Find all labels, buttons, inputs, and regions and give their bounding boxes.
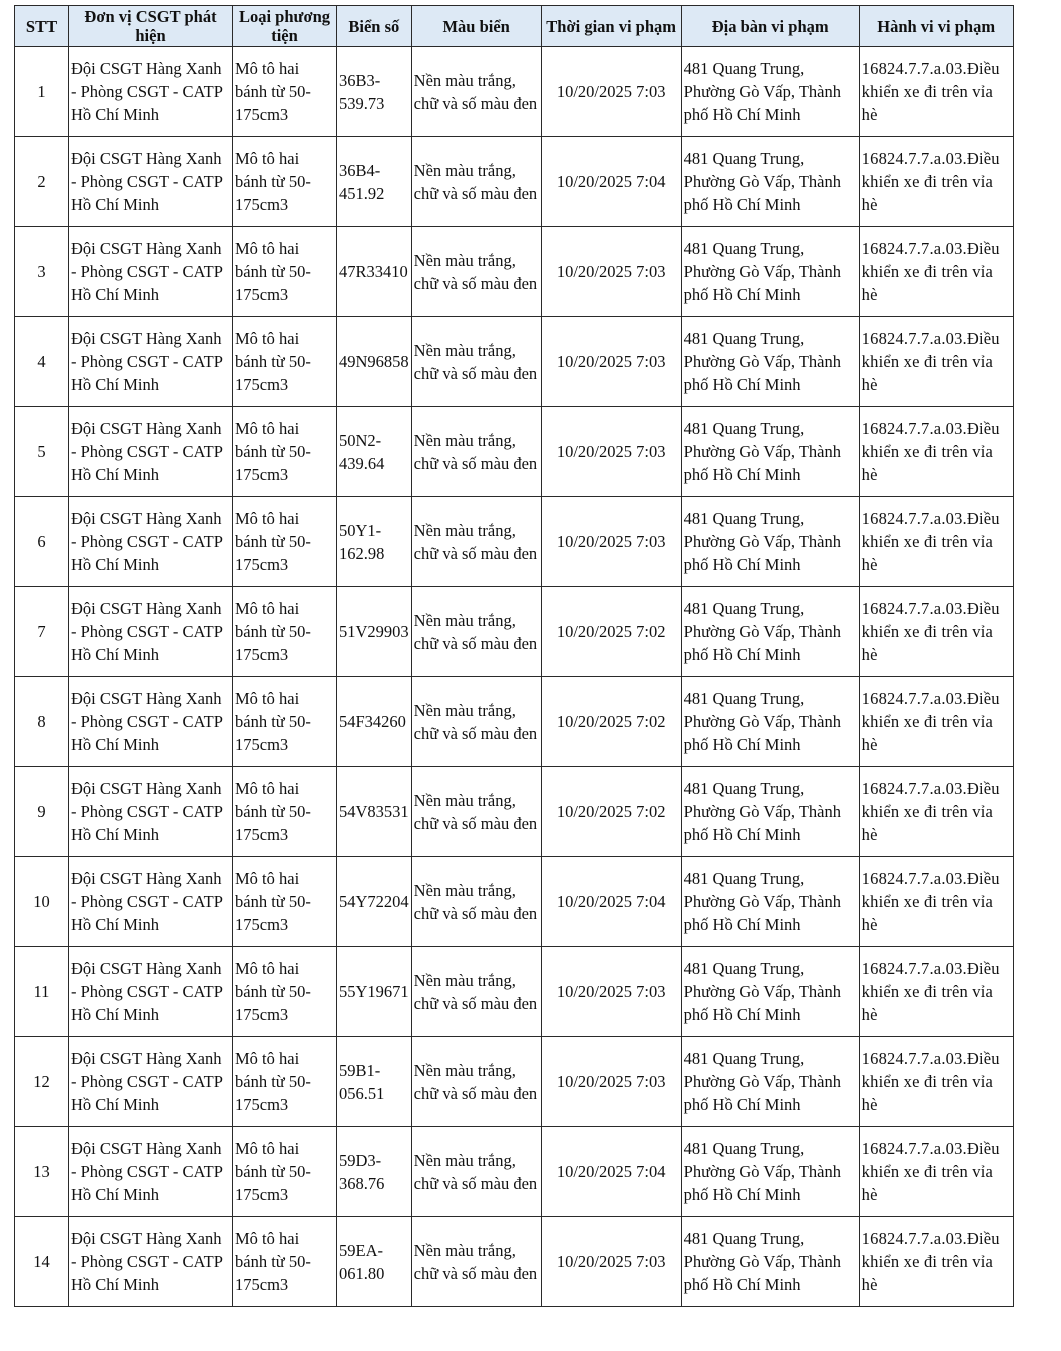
cell-stt: 5 [15, 407, 69, 497]
cell-plate-color: Nền màu trắng, chữ và số màu đen [411, 407, 541, 497]
cell-violation: 16824.7.7.a.03.Điều khiển xe đi trên vỉa hè [859, 137, 1013, 227]
cell-unit: Đội CSGT Hàng Xanh - Phòng CSGT - CATP Hồ Chí Minh [69, 47, 233, 137]
cell-unit: Đội CSGT Hàng Xanh - Phòng CSGT - CATP Hồ Chí Minh [69, 587, 233, 677]
cell-plate-color: Nền màu trắng, chữ và số màu đen [411, 137, 541, 227]
cell-unit: Đội CSGT Hàng Xanh - Phòng CSGT - CATP Hồ Chí Minh [69, 137, 233, 227]
cell-vehicle-type: Mô tô hai bánh từ 50-175cm3 [233, 1127, 337, 1217]
header-vehicle-type: Loại phương tiện [233, 6, 337, 47]
cell-vehicle-type: Mô tô hai bánh từ 50-175cm3 [233, 947, 337, 1037]
cell-plate-color: Nền màu trắng, chữ và số màu đen [411, 1217, 541, 1307]
cell-address: 481 Quang Trung, Phường Gò Vấp, Thành phố Hồ Chí Minh [681, 1127, 859, 1217]
cell-time: 10/20/2025 7:03 [541, 1217, 681, 1307]
cell-plate: 51V29903 [337, 587, 412, 677]
table-row [15, 47, 1014, 137]
cell-time: 10/20/2025 7:02 [541, 587, 681, 677]
cell-vehicle-type: Mô tô hai bánh từ 50-175cm3 [233, 677, 337, 767]
cell-plate-color: Nền màu trắng, chữ và số màu đen [411, 857, 541, 947]
table-row [15, 1037, 1014, 1127]
cell-vehicle-type: Mô tô hai bánh từ 50-175cm3 [233, 767, 337, 857]
cell-address: 481 Quang Trung, Phường Gò Vấp, Thành phố Hồ Chí Minh [681, 317, 859, 407]
table-row [15, 857, 1014, 947]
table-row [15, 407, 1014, 497]
cell-unit: Đội CSGT Hàng Xanh - Phòng CSGT - CATP Hồ Chí Minh [69, 407, 233, 497]
cell-address: 481 Quang Trung, Phường Gò Vấp, Thành phố Hồ Chí Minh [681, 677, 859, 767]
cell-unit: Đội CSGT Hàng Xanh - Phòng CSGT - CATP Hồ Chí Minh [69, 677, 233, 767]
cell-address: 481 Quang Trung, Phường Gò Vấp, Thành phố Hồ Chí Minh [681, 587, 859, 677]
cell-stt: 4 [15, 317, 69, 407]
cell-stt: 12 [15, 1037, 69, 1127]
cell-plate: 55Y19671 [337, 947, 412, 1037]
cell-unit: Đội CSGT Hàng Xanh - Phòng CSGT - CATP Hồ Chí Minh [69, 857, 233, 947]
cell-vehicle-type: Mô tô hai bánh từ 50-175cm3 [233, 47, 337, 137]
cell-plate-color: Nền màu trắng, chữ và số màu đen [411, 1037, 541, 1127]
cell-plate: 59D3-368.76 [337, 1127, 412, 1217]
cell-plate: 47R33410 [337, 227, 412, 317]
table-row [15, 587, 1014, 677]
cell-unit: Đội CSGT Hàng Xanh - Phòng CSGT - CATP Hồ Chí Minh [69, 767, 233, 857]
cell-violation: 16824.7.7.a.03.Điều khiển xe đi trên vỉa hè [859, 947, 1013, 1037]
cell-unit: Đội CSGT Hàng Xanh - Phòng CSGT - CATP Hồ Chí Minh [69, 317, 233, 407]
cell-violation: 16824.7.7.a.03.Điều khiển xe đi trên vỉa hè [859, 317, 1013, 407]
cell-time: 10/20/2025 7:03 [541, 947, 681, 1037]
cell-plate: 59B1-056.51 [337, 1037, 412, 1127]
cell-address: 481 Quang Trung, Phường Gò Vấp, Thành phố Hồ Chí Minh [681, 227, 859, 317]
header-unit: Đơn vị CSGT phát hiện [69, 6, 233, 47]
cell-vehicle-type: Mô tô hai bánh từ 50-175cm3 [233, 857, 337, 947]
cell-plate: 49N96858 [337, 317, 412, 407]
cell-plate: 54Y72204 [337, 857, 412, 947]
cell-plate-color: Nền màu trắng, chữ và số màu đen [411, 47, 541, 137]
cell-time: 10/20/2025 7:03 [541, 317, 681, 407]
header-time: Thời gian vi phạm [541, 6, 681, 47]
cell-address: 481 Quang Trung, Phường Gò Vấp, Thành phố Hồ Chí Minh [681, 857, 859, 947]
cell-address: 481 Quang Trung, Phường Gò Vấp, Thành phố Hồ Chí Minh [681, 407, 859, 497]
cell-plate-color: Nền màu trắng, chữ và số màu đen [411, 677, 541, 767]
cell-vehicle-type: Mô tô hai bánh từ 50-175cm3 [233, 227, 337, 317]
cell-vehicle-type: Mô tô hai bánh từ 50-175cm3 [233, 137, 337, 227]
cell-plate: 59EA-061.80 [337, 1217, 412, 1307]
cell-address: 481 Quang Trung, Phường Gò Vấp, Thành phố Hồ Chí Minh [681, 137, 859, 227]
cell-stt: 8 [15, 677, 69, 767]
cell-plate-color: Nền màu trắng, chữ và số màu đen [411, 767, 541, 857]
cell-plate-color: Nền màu trắng, chữ và số màu đen [411, 317, 541, 407]
cell-violation: 16824.7.7.a.03.Điều khiển xe đi trên vỉa hè [859, 857, 1013, 947]
cell-vehicle-type: Mô tô hai bánh từ 50-175cm3 [233, 497, 337, 587]
header-row [15, 6, 1014, 47]
cell-address: 481 Quang Trung, Phường Gò Vấp, Thành phố Hồ Chí Minh [681, 1037, 859, 1127]
cell-plate-color: Nền màu trắng, chữ và số màu đen [411, 587, 541, 677]
cell-plate: 50N2-439.64 [337, 407, 412, 497]
table-row [15, 317, 1014, 407]
cell-stt: 6 [15, 497, 69, 587]
cell-plate: 36B3-539.73 [337, 47, 412, 137]
table-row [15, 1127, 1014, 1217]
table-row [15, 137, 1014, 227]
cell-plate: 36B4-451.92 [337, 137, 412, 227]
cell-stt: 11 [15, 947, 69, 1037]
cell-stt: 3 [15, 227, 69, 317]
cell-stt: 7 [15, 587, 69, 677]
cell-violation: 16824.7.7.a.03.Điều khiển xe đi trên vỉa hè [859, 407, 1013, 497]
cell-stt: 13 [15, 1127, 69, 1217]
cell-vehicle-type: Mô tô hai bánh từ 50-175cm3 [233, 1217, 337, 1307]
cell-vehicle-type: Mô tô hai bánh từ 50-175cm3 [233, 1037, 337, 1127]
table-row [15, 227, 1014, 317]
table-row [15, 947, 1014, 1037]
table-row [15, 677, 1014, 767]
cell-stt: 9 [15, 767, 69, 857]
cell-address: 481 Quang Trung, Phường Gò Vấp, Thành phố Hồ Chí Minh [681, 1217, 859, 1307]
cell-time: 10/20/2025 7:04 [541, 1127, 681, 1217]
cell-address: 481 Quang Trung, Phường Gò Vấp, Thành phố Hồ Chí Minh [681, 947, 859, 1037]
header-plate-color: Màu biển [411, 6, 541, 47]
table-row [15, 497, 1014, 587]
cell-time: 10/20/2025 7:03 [541, 407, 681, 497]
cell-time: 10/20/2025 7:03 [541, 497, 681, 587]
cell-plate-color: Nền màu trắng, chữ và số màu đen [411, 1127, 541, 1217]
cell-time: 10/20/2025 7:03 [541, 1037, 681, 1127]
cell-time: 10/20/2025 7:02 [541, 767, 681, 857]
cell-vehicle-type: Mô tô hai bánh từ 50-175cm3 [233, 407, 337, 497]
table-row [15, 1217, 1014, 1307]
cell-time: 10/20/2025 7:03 [541, 47, 681, 137]
cell-vehicle-type: Mô tô hai bánh từ 50-175cm3 [233, 587, 337, 677]
header-stt: STT [15, 6, 69, 47]
header-plate: Biển số [337, 6, 412, 47]
cell-violation: 16824.7.7.a.03.Điều khiển xe đi trên vỉa hè [859, 587, 1013, 677]
cell-address: 481 Quang Trung, Phường Gò Vấp, Thành phố Hồ Chí Minh [681, 47, 859, 137]
cell-unit: Đội CSGT Hàng Xanh - Phòng CSGT - CATP Hồ Chí Minh [69, 227, 233, 317]
cell-plate-color: Nền màu trắng, chữ và số màu đen [411, 947, 541, 1037]
cell-plate-color: Nền màu trắng, chữ và số màu đen [411, 497, 541, 587]
cell-stt: 10 [15, 857, 69, 947]
cell-stt: 1 [15, 47, 69, 137]
cell-stt: 2 [15, 137, 69, 227]
cell-plate-color: Nền màu trắng, chữ và số màu đen [411, 227, 541, 317]
cell-unit: Đội CSGT Hàng Xanh - Phòng CSGT - CATP Hồ Chí Minh [69, 1127, 233, 1217]
cell-time: 10/20/2025 7:04 [541, 857, 681, 947]
table-row [15, 767, 1014, 857]
cell-violation: 16824.7.7.a.03.Điều khiển xe đi trên vỉa hè [859, 227, 1013, 317]
cell-violation: 16824.7.7.a.03.Điều khiển xe đi trên vỉa hè [859, 497, 1013, 587]
cell-time: 10/20/2025 7:04 [541, 137, 681, 227]
violations-table [14, 5, 1014, 1307]
cell-address: 481 Quang Trung, Phường Gò Vấp, Thành phố Hồ Chí Minh [681, 767, 859, 857]
cell-stt: 14 [15, 1217, 69, 1307]
cell-vehicle-type: Mô tô hai bánh từ 50-175cm3 [233, 317, 337, 407]
cell-violation: 16824.7.7.a.03.Điều khiển xe đi trên vỉa hè [859, 1127, 1013, 1217]
header-address: Địa bàn vi phạm [681, 6, 859, 47]
cell-violation: 16824.7.7.a.03.Điều khiển xe đi trên vỉa hè [859, 1037, 1013, 1127]
cell-violation: 16824.7.7.a.03.Điều khiển xe đi trên vỉa hè [859, 677, 1013, 767]
cell-unit: Đội CSGT Hàng Xanh - Phòng CSGT - CATP Hồ Chí Minh [69, 497, 233, 587]
cell-plate: 54F34260 [337, 677, 412, 767]
header-violation: Hành vi vi phạm [859, 6, 1013, 47]
cell-unit: Đội CSGT Hàng Xanh - Phòng CSGT - CATP Hồ Chí Minh [69, 1217, 233, 1307]
cell-address: 481 Quang Trung, Phường Gò Vấp, Thành phố Hồ Chí Minh [681, 497, 859, 587]
cell-violation: 16824.7.7.a.03.Điều khiển xe đi trên vỉa hè [859, 767, 1013, 857]
cell-violation: 16824.7.7.a.03.Điều khiển xe đi trên vỉa hè [859, 47, 1013, 137]
cell-unit: Đội CSGT Hàng Xanh - Phòng CSGT - CATP Hồ Chí Minh [69, 1037, 233, 1127]
cell-violation: 16824.7.7.a.03.Điều khiển xe đi trên vỉa hè [859, 1217, 1013, 1307]
table-body [15, 47, 1014, 1307]
cell-unit: Đội CSGT Hàng Xanh - Phòng CSGT - CATP Hồ Chí Minh [69, 947, 233, 1037]
cell-time: 10/20/2025 7:03 [541, 227, 681, 317]
cell-time: 10/20/2025 7:02 [541, 677, 681, 767]
cell-plate: 50Y1-162.98 [337, 497, 412, 587]
cell-plate: 54V83531 [337, 767, 412, 857]
